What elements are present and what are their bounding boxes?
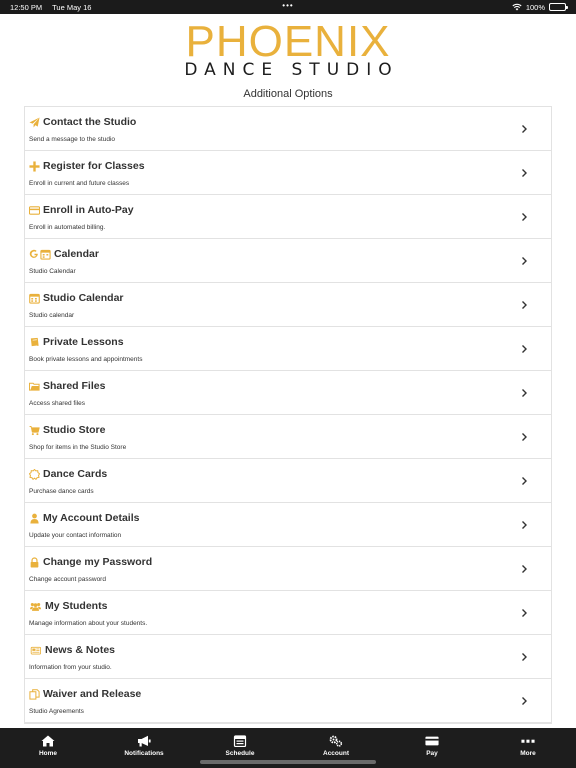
chevron-right-icon <box>519 607 529 619</box>
option-title-text: Enroll in Auto-Pay <box>43 204 134 216</box>
chevron-right-icon <box>519 123 529 135</box>
option-title <box>29 380 105 392</box>
option-title-text: Register for Classes <box>43 160 145 172</box>
chevron-right-icon <box>519 167 529 179</box>
option-subtitle: Change account password <box>29 576 106 583</box>
chevron-right-icon <box>519 387 529 399</box>
book-icon <box>29 337 40 348</box>
user-icon <box>29 513 40 524</box>
chevron-right-icon <box>519 431 529 443</box>
option-title <box>29 512 139 524</box>
option-row-news-notes[interactable] <box>25 635 551 679</box>
option-title <box>29 424 105 436</box>
tab-label: Home <box>38 750 58 757</box>
option-subtitle: Information from your studio. <box>29 664 112 671</box>
option-subtitle: Book private lessons and appointments <box>29 356 143 363</box>
option-title-text: Calendar <box>54 248 99 260</box>
option-subtitle: Studio Calendar <box>29 268 76 275</box>
option-title <box>29 160 145 172</box>
tab-label: Account <box>323 750 349 757</box>
chevron-right-icon <box>519 651 529 663</box>
option-title-text: Studio Store <box>43 424 106 436</box>
battery-percent: 100% <box>525 2 545 12</box>
option-title-text: News & Notes <box>45 644 116 656</box>
credit-card-icon <box>29 205 40 216</box>
option-row-waiver-and-release[interactable] <box>25 679 551 723</box>
option-title <box>29 688 141 700</box>
option-title-text: My Account Details <box>43 512 140 524</box>
status-time: 12:50 PM <box>10 2 43 12</box>
option-title <box>29 600 107 612</box>
option-title-text: Contact the Studio <box>43 116 137 128</box>
option-row-studio-calendar[interactable] <box>25 283 551 327</box>
option-subtitle: Enroll in automated billing. <box>29 224 106 231</box>
home-indicator[interactable] <box>200 760 376 764</box>
chevron-right-icon <box>519 255 529 267</box>
option-title-text: Change my Password <box>43 556 153 568</box>
paper-plane-icon <box>29 117 40 128</box>
folder-icon <box>29 381 40 392</box>
option-title <box>29 336 124 348</box>
chevron-right-icon <box>519 519 529 531</box>
schedule-icon <box>233 735 247 747</box>
status-date: Tue May 16 <box>52 2 92 12</box>
users-icon <box>29 601 42 612</box>
option-title-text: Dance Cards <box>43 468 108 480</box>
logo-brand: PHOENIX <box>185 17 391 66</box>
tab-label: More <box>520 750 536 757</box>
option-subtitle: Studio calendar <box>29 312 75 319</box>
google-calendar-icon <box>29 249 51 260</box>
tab-label: Notifications <box>124 750 164 757</box>
card-icon <box>425 735 439 747</box>
option-title-text: Waiver and Release <box>43 688 142 700</box>
shopping-cart-icon <box>29 425 40 436</box>
option-title <box>29 116 136 128</box>
calendar-icon <box>29 293 40 304</box>
chevron-right-icon <box>519 299 529 311</box>
option-title-text: Private Lessons <box>43 336 124 348</box>
status-right <box>512 3 566 12</box>
option-subtitle: Access shared files <box>29 400 85 407</box>
lock-icon <box>29 557 40 568</box>
option-title <box>29 248 99 260</box>
option-title-text: My Students <box>45 600 108 612</box>
chevron-right-icon <box>519 211 529 223</box>
logo-subtitle: DANCE STUDIO <box>184 60 399 80</box>
option-row-my-account-details[interactable] <box>25 503 551 547</box>
option-title <box>29 204 134 216</box>
tab-more[interactable] <box>480 728 576 768</box>
option-title <box>29 292 124 304</box>
ellipsis-icon <box>521 735 535 747</box>
chevron-right-icon <box>519 343 529 355</box>
chevron-right-icon <box>519 695 529 707</box>
option-row-contact-the-studio[interactable] <box>25 107 551 151</box>
tab-label: Pay <box>426 750 438 757</box>
option-row-studio-store[interactable] <box>25 415 551 459</box>
option-subtitle: Manage information about your students. <box>29 620 148 627</box>
options-list <box>24 106 552 724</box>
option-subtitle: Shop for items in the Studio Store <box>29 444 127 451</box>
gears-icon <box>329 735 343 747</box>
newspaper-icon <box>29 645 42 656</box>
tab-notifications[interactable] <box>96 728 192 768</box>
chevron-right-icon <box>519 475 529 487</box>
option-title <box>29 644 115 656</box>
documents-icon <box>29 689 40 700</box>
option-subtitle: Enroll in current and future classes <box>29 180 130 187</box>
option-row-private-lessons[interactable] <box>25 327 551 371</box>
wifi-icon <box>512 3 522 11</box>
option-row-dance-cards[interactable] <box>25 459 551 503</box>
option-row-calendar[interactable] <box>25 239 551 283</box>
option-subtitle: Purchase dance cards <box>29 488 94 495</box>
home-icon <box>41 735 55 747</box>
main-page <box>0 14 576 728</box>
tab-label: Schedule <box>225 750 255 757</box>
badge-icon <box>29 469 40 480</box>
option-row-shared-files[interactable] <box>25 371 551 415</box>
studio-logo <box>0 14 576 79</box>
section-title: Additional Options <box>243 88 333 100</box>
option-row-my-students[interactable] <box>25 591 551 635</box>
option-row-register-for-classes[interactable] <box>25 151 551 195</box>
option-row-change-my-password[interactable] <box>25 547 551 591</box>
option-title-text: Studio Calendar <box>43 292 124 304</box>
chevron-right-icon <box>519 563 529 575</box>
tab-pay[interactable] <box>384 728 480 768</box>
option-row-enroll-in-auto-pay[interactable] <box>25 195 551 239</box>
tab-home[interactable] <box>0 728 96 768</box>
option-subtitle: Update your contact information <box>29 532 122 539</box>
status-bar <box>0 0 576 14</box>
option-title-text: Shared Files <box>43 380 106 392</box>
plus-icon <box>29 161 40 172</box>
multitask-dots[interactable]: ••• <box>282 1 294 10</box>
option-title <box>29 556 152 568</box>
option-subtitle: Studio Agreements <box>29 708 84 715</box>
battery-icon <box>549 3 566 11</box>
megaphone-icon <box>137 735 151 747</box>
option-subtitle: Send a message to the studio <box>29 136 116 143</box>
option-title <box>29 468 107 480</box>
